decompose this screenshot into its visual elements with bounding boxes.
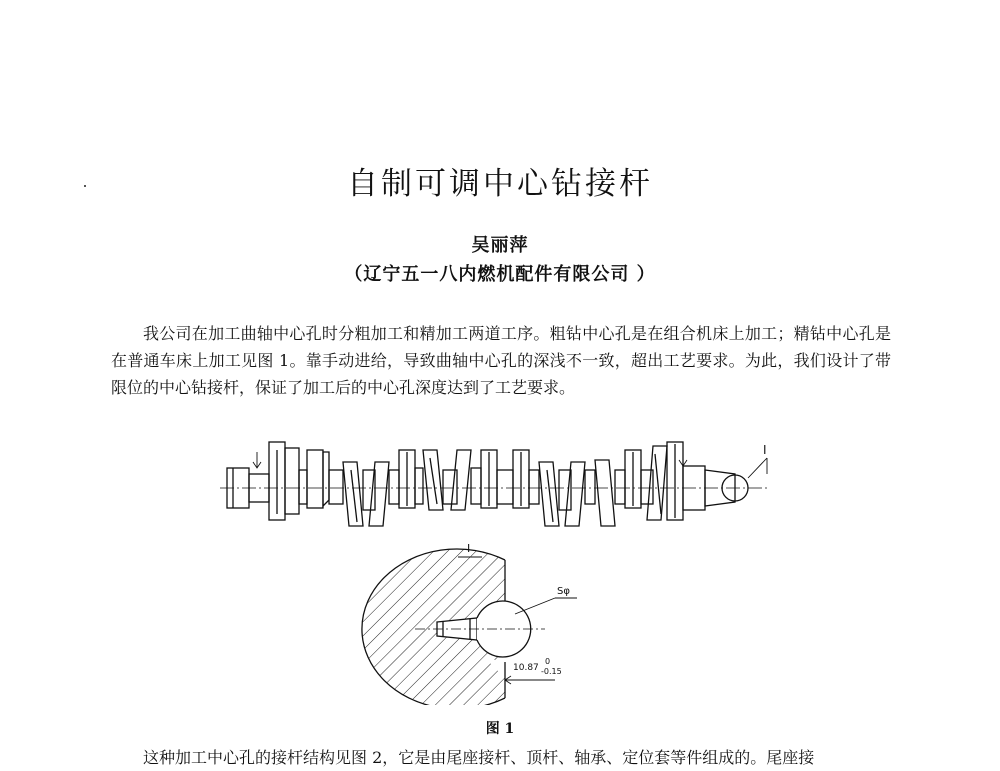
article-author: 吴丽萍 [471,235,529,256]
sphere-label: Sφ [557,586,570,597]
article-affiliation: （辽宁五一八内燃机配件有限公司 ） [344,264,656,285]
detail-view-I [362,549,577,705]
tolerance-upper: 0 [545,657,551,666]
figure-1-crankshaft-drawing [215,430,785,705]
detail-marker-top: I [763,443,767,457]
dimension-value: 10.87 [513,663,539,673]
body-paragraph-1: 我公司在加工曲轴中心孔时分粗加工和精加工两道工序。粗钻中心孔是在组合机床上加工；精钻中心孔是在普通车床上加工见图 1。靠手动进给，导致曲轴中心孔的深浅不一致，超出工艺要求。为此，我们设计了带限位的中心钻接杆，保证了加工后的中心孔深度达到了工艺要求。 [111,324,891,397]
crankshaft-view [220,442,770,526]
tolerance-lower: -0.15 [541,667,562,676]
body-paragraph-2-partial: 这种加工中心孔的接杆结构见图 2，它是由尾座接杆、顶杆、轴承、定位套等件组成的。尾座接 [143,748,815,767]
detail-view-label: I [467,542,471,555]
article-title: 自制可调中心钻接杆 [347,166,653,202]
figure-1-caption: 图 1 [485,721,515,737]
